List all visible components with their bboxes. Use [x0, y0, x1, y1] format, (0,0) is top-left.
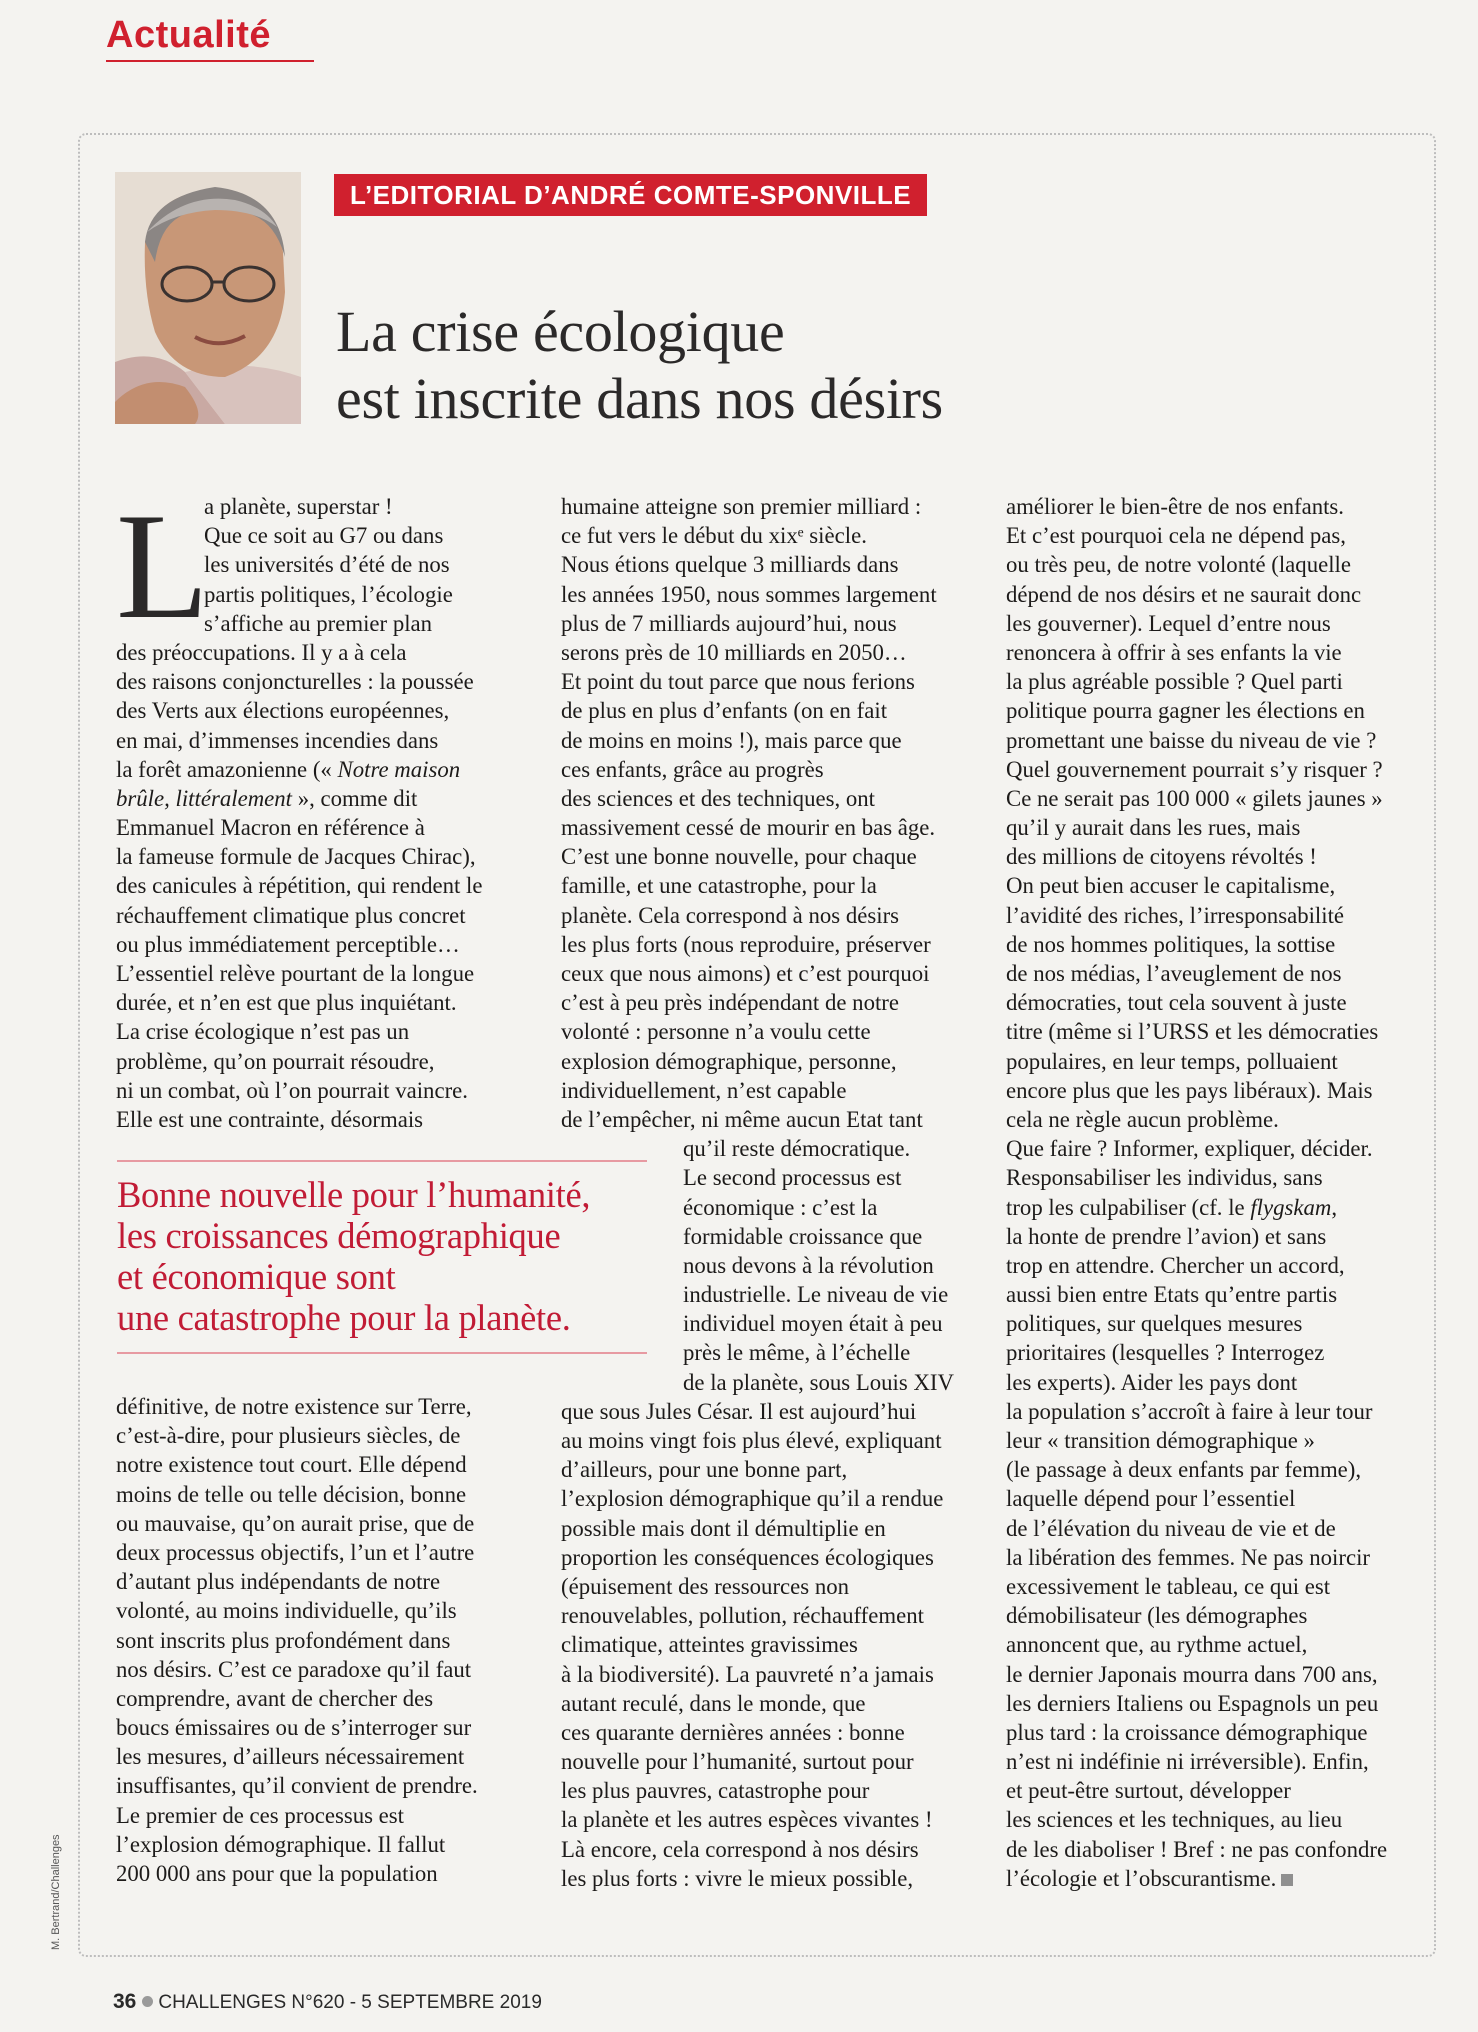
text-line: d’ailleurs, pour une bonne part,	[561, 1457, 848, 1483]
text-line: de l’élévation du niveau de vie et de	[1006, 1515, 1336, 1541]
pull-quote-line: et économique sont	[117, 1256, 396, 1297]
text-line: les plus forts (nous reproduire, préserver	[561, 931, 931, 957]
text-line: durée, et n’en est que plus inquiétant.	[116, 990, 457, 1016]
text-line: ces quarante dernières années : bonne	[561, 1719, 905, 1745]
text-line: améliorer le bien-être de nos enfants.	[1006, 494, 1345, 519]
text-line: des canicules à répétition, qui rendent le	[116, 873, 483, 899]
text-line: la honte de prendre l’avion) et sans	[1006, 1223, 1327, 1249]
text-line: titre (même si l’URSS et les démocraties	[1006, 1019, 1379, 1045]
text-line: d’autant plus indépendants de notre	[116, 1569, 441, 1595]
photo-credit: M. Bertrand/Challenges	[50, 1834, 62, 1950]
text-line: dépend de nos désirs et ne saurait donc	[1006, 581, 1362, 607]
text-line: économique : c’est la	[683, 1194, 878, 1220]
text-line: qu’il reste démocratique.	[683, 1136, 911, 1162]
text-line: climatique, atteintes gravissimes	[561, 1632, 858, 1658]
text-line: c’est-à-dire, pour plusieurs siècles, de	[116, 1423, 461, 1449]
text-line: la population s’accroît à faire à leur tour	[1006, 1398, 1373, 1424]
text-line: ces enfants, grâce au progrès	[561, 756, 824, 782]
text-line: On peut bien accuser le capitalisme,	[1006, 873, 1336, 899]
headline-line: La crise écologique	[336, 299, 785, 364]
text-line: moins de telle ou telle décision, bonne	[116, 1481, 467, 1507]
text-line: L’essentiel relève pourtant de la longue	[116, 961, 475, 986]
text-line: la forêt amazonienne (« Notre maison	[116, 756, 461, 782]
text-line: partis politiques, l’écologie	[204, 581, 453, 607]
text-line: plus tard : la croissance démographique	[1006, 1719, 1368, 1745]
text-line: Et point du tout parce que nous ferions	[561, 669, 915, 695]
text-line: Et c’est pourquoi cela ne dépend pas,	[1006, 523, 1346, 549]
text-line: La crise écologique n’est pas un	[116, 1019, 410, 1045]
text-line: réchauffement climatique plus concret	[116, 902, 466, 928]
text-line: aussi bien entre Etats qu’entre partis	[1006, 1282, 1338, 1308]
text-line: possible mais dont il démultiplie en	[561, 1515, 886, 1541]
section-title: Actualité	[106, 14, 271, 56]
text-line: de moins en moins !), mais parce que	[561, 727, 902, 753]
bullet-icon	[142, 1996, 153, 2007]
text-line: Que faire ? Informer, expliquer, décider.	[1006, 1136, 1373, 1162]
text-line: populaires, en leur temps, polluaient	[1006, 1048, 1338, 1074]
text-line: politiques, sur quelques mesures	[1006, 1311, 1303, 1337]
text-line: nos désirs. C’est ce paradoxe qu’il faut	[116, 1656, 472, 1682]
text-line: insuffisantes, qu’il convient de prendre.	[116, 1773, 478, 1799]
text-line: 200 000 ans pour que la population	[116, 1861, 438, 1886]
text-line: les plus pauvres, catastrophe pour	[561, 1778, 870, 1804]
text-line: les universités d’été de nos	[204, 552, 450, 578]
text-line: humaine atteigne son premier milliard :	[561, 494, 922, 519]
text-line: les plus forts : vivre le mieux possible,	[561, 1865, 914, 1891]
text-line: proportion les conséquences écologiques	[561, 1544, 934, 1570]
text-line: nouvelle pour l’humanité, surtout pour	[561, 1749, 914, 1775]
text-line: Le second processus est	[683, 1165, 902, 1191]
text-line: trop en attendre. Chercher un accord,	[1006, 1252, 1345, 1278]
text-line: plus de 7 milliards aujourd’hui, nous	[561, 610, 897, 636]
page-number: 36	[113, 1990, 137, 2013]
text-line: et peut-être surtout, développer	[1006, 1778, 1291, 1804]
text-line: (le passage à deux enfants par femme),	[1006, 1457, 1362, 1483]
text-line: laquelle dépend pour l’essentiel	[1006, 1486, 1296, 1512]
drop-cap: L	[116, 482, 209, 650]
text-line: renoncera à offrir à ses enfants la vie	[1006, 639, 1342, 665]
text-line: Quel gouvernement pourrait s’y risquer ?	[1006, 756, 1383, 782]
body-column-3	[1006, 492, 1426, 1893]
text-line: Là encore, cela correspond à nos désirs	[561, 1836, 919, 1862]
text-line: s’affiche au premier plan	[204, 610, 433, 636]
article-headline	[336, 298, 943, 432]
text-line: ou plus immédiatement perceptible…	[116, 931, 460, 957]
body-column-1-top	[116, 482, 536, 1134]
text-line: trop les culpabiliser (cf. le flygskam,	[1006, 1194, 1338, 1220]
text-line: brûle, littéralement », comme dit	[116, 785, 418, 811]
text-line: des millions de citoyens révoltés !	[1006, 844, 1317, 870]
text-line: boucs émissaires ou de s’interroger sur	[116, 1715, 472, 1741]
text-line: des Verts aux élections européennes,	[116, 698, 450, 724]
text-line: problème, qu’on pourrait résoudre,	[116, 1048, 435, 1074]
text-line: Responsabiliser les individus, sans	[1006, 1165, 1323, 1191]
text-line: comprendre, avant de chercher des	[116, 1685, 434, 1711]
text-line: a planète, superstar !	[204, 494, 393, 519]
text-line: n’est ni indéfinie ni irréversible). Enfin,	[1006, 1749, 1369, 1775]
text-line: excessivement le tableau, ce qui est	[1006, 1573, 1331, 1599]
text-line: cela ne règle aucun problème.	[1006, 1106, 1279, 1132]
text-line: démocraties, tout cela souvent à juste	[1006, 990, 1347, 1016]
text-line: la fameuse formule de Jacques Chirac),	[116, 844, 476, 870]
text-line: notre existence tout court. Elle dépend	[116, 1452, 467, 1478]
text-line: Ce ne serait pas 100 000 « gilets jaunes »	[1006, 785, 1383, 811]
text-line: Que ce soit au G7 ou dans	[204, 523, 444, 549]
text-line: leur « transition démographique »	[1006, 1428, 1315, 1453]
text-line: l’explosion démographique. Il fallut	[116, 1831, 446, 1857]
text-line: de la planète, sous Louis XIV	[683, 1369, 954, 1395]
text-line: industrielle. Le niveau de vie	[683, 1282, 949, 1308]
headline-line: est inscrite dans nos désirs	[336, 366, 943, 431]
text-line: renouvelables, pollution, réchauffement	[561, 1603, 924, 1629]
text-line: l’écologie et l’obscurantisme.	[1006, 1864, 1426, 1893]
text-line: en mai, d’immenses incendies dans	[116, 727, 439, 753]
text-line: ou très peu, de notre volonté (laquelle	[1006, 552, 1352, 578]
pull-quote-line: une catastrophe pour la planète.	[117, 1297, 571, 1338]
text-line: les derniers Italiens ou Espagnols un peu	[1006, 1690, 1379, 1716]
text-line: individuel moyen était à peu	[683, 1311, 943, 1337]
text-line: Nous étions quelque 3 milliards dans	[561, 552, 899, 578]
text-line: que sous Jules César. Il est aujourd’hui	[561, 1398, 917, 1424]
text-line: les mesures, d’ailleurs nécessairement	[116, 1744, 465, 1770]
text-line: (épuisement des ressources non	[561, 1573, 850, 1599]
text-line: deux processus objectifs, l’un et l’autre	[116, 1539, 475, 1565]
text-line: démobilisateur (les démographes	[1006, 1603, 1308, 1629]
text-line: au moins vingt fois plus élevé, expliquant	[561, 1428, 942, 1453]
text-line: annoncent que, au rythme actuel,	[1006, 1632, 1308, 1658]
text-line: qu’il y aurait dans les rues, mais	[1006, 815, 1301, 841]
publication-info: CHALLENGES N°620 - 5 SEPTEMBRE 2019	[158, 1992, 542, 2013]
end-mark-icon	[1281, 1874, 1293, 1886]
text-line: l’explosion démographique qu’il a rendue	[561, 1486, 944, 1512]
text-line: C’est une bonne nouvelle, pour chaque	[561, 844, 917, 870]
author-photo	[115, 172, 301, 424]
text-line: le dernier Japonais mourra dans 700 ans,	[1006, 1661, 1378, 1687]
text-line: définitive, de notre existence sur Terre,	[116, 1394, 472, 1419]
text-line: de nos médias, l’aveuglement de nos	[1006, 961, 1342, 986]
text-line: planète. Cela correspond à nos désirs	[561, 902, 900, 928]
text-line: volonté : personne n’a voulu cette	[561, 1019, 871, 1045]
text-line: ceux que nous aimons) et c’est pourquoi	[561, 961, 930, 986]
text-line: nous devons à la révolution	[683, 1252, 934, 1278]
text-line: Le premier de ces processus est	[116, 1802, 405, 1828]
text-line: à la biodiversité). La pauvreté n’a jamais	[561, 1661, 934, 1687]
text-line: prioritaires (lesquelles ? Interrogez	[1006, 1340, 1325, 1366]
body-column-2	[561, 492, 981, 1893]
pull-quote-line: les croissances démographique	[117, 1215, 561, 1256]
text-line: volonté, au moins individuelle, qu’ils	[116, 1598, 457, 1624]
text-line: de l’empêcher, ni même aucun Etat tant	[561, 1106, 923, 1132]
text-line: de plus en plus d’enfants (on en fait	[561, 698, 888, 724]
text-line: de les diaboliser ! Bref : ne pas confondre	[1006, 1836, 1388, 1862]
text-line: promettant une baisse du niveau de vie ?	[1006, 727, 1377, 753]
text-line: des préoccupations. Il y a à cela	[116, 639, 407, 665]
text-line: ce fut vers le début du xixᵉ siècle.	[561, 523, 867, 549]
text-line: serons près de 10 milliards en 2050…	[561, 639, 907, 665]
text-line: des raisons conjoncturelles : la poussée	[116, 669, 474, 695]
text-line: les gouverner). Lequel d’entre nous	[1006, 610, 1331, 636]
text-line: massivement cessé de mourir en bas âge.	[561, 815, 936, 841]
text-line: près le même, à l’échelle	[683, 1340, 911, 1366]
page-footer	[113, 1990, 542, 2014]
text-line: encore plus que les pays libéraux). Mais	[1006, 1077, 1373, 1103]
text-line: ou mauvaise, qu’on aurait prise, que de	[116, 1510, 475, 1536]
text-line: Elle est une contrainte, désormais	[116, 1106, 424, 1132]
text-line: les experts). Aider les pays dont	[1006, 1369, 1298, 1395]
text-line: la libération des femmes. Ne pas noircir	[1006, 1544, 1370, 1570]
text-line: des sciences et des techniques, ont	[561, 785, 875, 811]
text-line: explosion démographique, personne,	[561, 1048, 897, 1074]
text-line: la plus agréable possible ? Quel parti	[1006, 669, 1343, 695]
text-line: c’est à peu près indépendant de notre	[561, 990, 900, 1016]
text-line: Emmanuel Macron en référence à	[116, 815, 425, 841]
text-line: sont inscrits plus profondément dans	[116, 1627, 451, 1653]
text-line: les sciences et les techniques, au lieu	[1006, 1807, 1343, 1833]
text-line: famille, et une catastrophe, pour la	[561, 873, 877, 899]
pull-quote-line: Bonne nouvelle pour l’humanité,	[117, 1174, 591, 1215]
text-line: la planète et les autres espèces vivantes !	[561, 1807, 933, 1833]
text-line: politique pourra gagner les élections en	[1006, 698, 1365, 724]
text-line: ni un combat, où l’on pourrait vaincre.	[116, 1077, 468, 1103]
editorial-kicker: L’EDITORIAL D’ANDRÉ COMTE-SPONVILLE	[334, 174, 927, 216]
section-rule	[106, 60, 314, 62]
text-line: individuellement, n’est capable	[561, 1077, 847, 1103]
text-line: de nos hommes politiques, la sottise	[1006, 931, 1336, 957]
text-line: les années 1950, nous sommes largement	[561, 581, 937, 607]
body-column-1-bottom	[116, 1392, 536, 1888]
text-line: l’avidité des riches, l’irresponsabilité	[1006, 902, 1345, 928]
text-line: formidable croissance que	[683, 1223, 923, 1249]
text-line: autant reculé, dans le monde, que	[561, 1690, 866, 1716]
